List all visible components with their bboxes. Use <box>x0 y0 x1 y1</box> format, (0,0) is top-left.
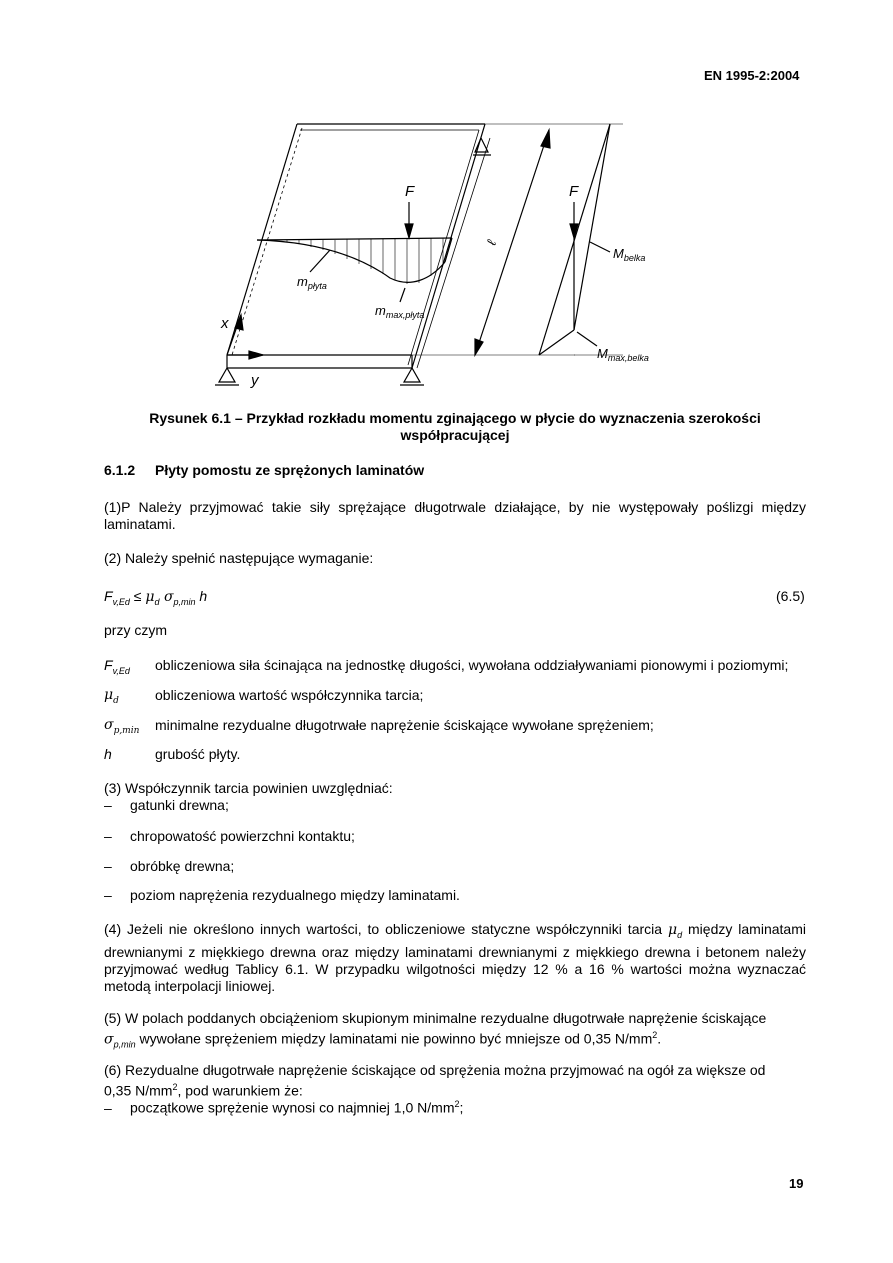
support-bottom-left <box>219 368 235 382</box>
bullet-item: – gatunki drewna; <box>104 797 229 813</box>
paragraph-6: (6) Rezydualne długotrwałe naprężenie ściskające od sprężenia można przyjmować na ogół za większe od 0,35 $N/mm^2$, pod warunkiem że: <box>104 1062 766 1099</box>
plate-right-edge-inner <box>408 130 479 365</box>
page-number: 19 <box>789 1176 804 1191</box>
plate-left-edge-dashed <box>232 128 302 355</box>
paragraph-5: (5) W polach poddanych obciążeniom skupionym minimalne rezydualne długotrwałe naprężenie ściskające $\sigma_{p,min}$ wywołane sprężeniem między laminatami nie powinno być mniejsze od 0,35 $N/mm^2$. <box>104 1010 767 1050</box>
equation-number: (6.5) <box>776 588 805 604</box>
label-m-plyta: $m_{płyta}$ <box>297 274 327 291</box>
caption-line-2: współpracującej <box>400 427 510 443</box>
label-force-right: F <box>569 183 579 200</box>
bullet-item: – poziom naprężenia rezydualnego między laminatami. <box>104 887 460 903</box>
paragraph-2: (2) Należy spełnić następujące wymaganie: <box>104 550 374 566</box>
paragraph-1: (1)P Należy przyjmować takie siły sprężające długotrwale działające, by nie występowały poślizgi między laminatami. <box>104 499 806 532</box>
plate-right-edge-outer <box>417 138 490 368</box>
label-axis-y: y <box>251 372 259 389</box>
label-axis-x: x <box>221 315 229 332</box>
standard-code: EN 1995-2:2004 <box>704 68 800 83</box>
caption-line-1: Rysunek 6.1 – Przykład rozkładu momentu zginającego w płycie do wyznaczenia szerokości <box>149 410 761 426</box>
section-number: 6.1.2 <box>104 462 136 478</box>
bullet-item: – obróbkę drewna; <box>104 858 235 874</box>
plate-right-edge <box>412 124 485 368</box>
formula-6-5: $F_{v,Ed} \le \mu_d$ $\sigma_{p,min}$ h <box>104 588 208 607</box>
label-M-belka: $M_{belka}$ <box>613 246 646 263</box>
label-span: ℓ <box>483 238 500 247</box>
paragraph-4: (4) Jeżeli nie określono innych wartości, to obliczeniowe statyczne współczynniki tarcia $\mu_d$ między laminatami drewnianymi z miękkiego drewna oraz między laminatami drewnianymi z miękkiego drewna i betonem należy przyjmować według Tablicy 6.1. W przypadku wilgotności między 12 % a 16 % wartości można wyznaczać metodą interpolacji liniowej. <box>104 921 806 994</box>
section-heading <box>104 462 424 478</box>
beam-moment-line-c <box>539 330 574 355</box>
where-label: przy czym <box>104 622 167 638</box>
bullet-item: – chropowatość powierzchni kontaktu; <box>104 828 355 844</box>
paragraph-3: (3) Współczynnik tarcia powinien uwzględniać: <box>104 780 393 796</box>
plate-moment-baseline <box>257 238 452 240</box>
label-M-max-belka: $M_{max,belka}$ <box>597 346 649 363</box>
figure-diagram <box>205 110 665 392</box>
beam-moment-line-b <box>574 124 610 330</box>
bullet-item: – początkowe sprężenie wynosi co najmniej 1,0 $N/mm^2$; <box>104 1099 464 1116</box>
figure-caption <box>104 410 806 444</box>
plate-moment-curve <box>257 240 445 282</box>
support-bottom-right <box>404 368 420 382</box>
section-title: Płyty pomostu ze sprężonych laminatów <box>155 462 425 478</box>
figure-6-1 <box>205 110 665 395</box>
label-m-max-plyta: $m_{max,płyta}$ <box>375 303 425 320</box>
label-force-left: F <box>405 183 415 200</box>
